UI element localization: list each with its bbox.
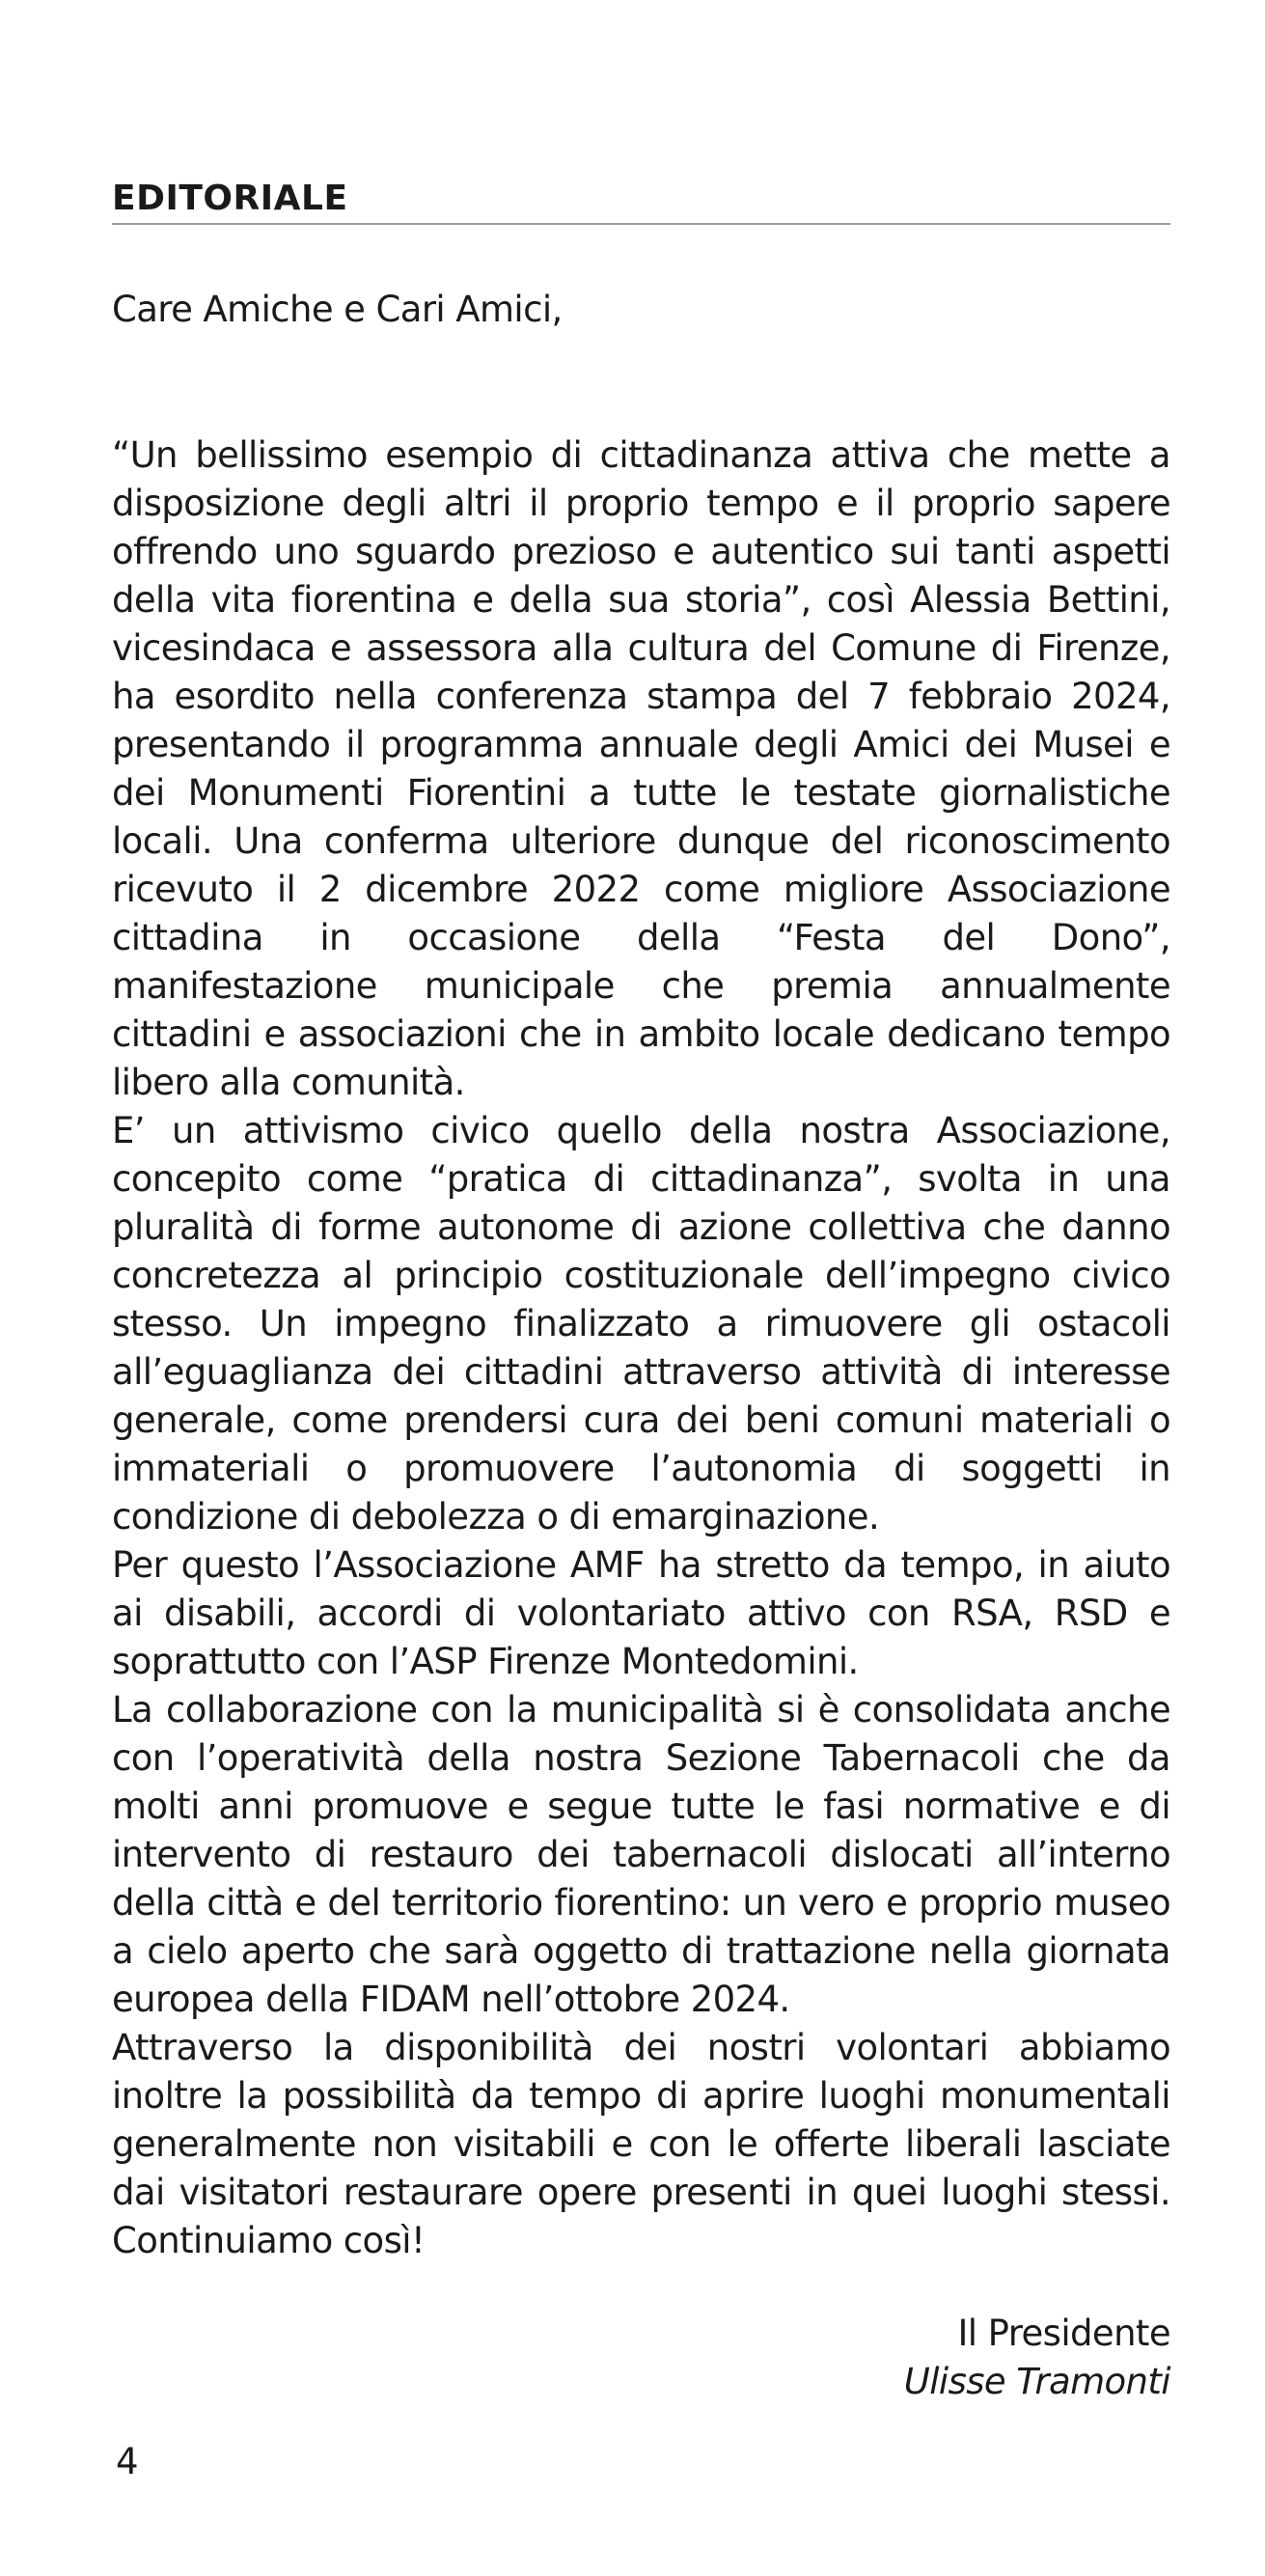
paragraph: La collaborazione con la municipalità si è consolidata anche con l’operatività della nostra Sezione Tabernacoli che da molti anni promuove e segue tutte le fasi normative e di intervento di restauro dei tabernacoli dislocati all’interno della città e del territorio fiorentino: un vero e proprio museo a cielo aperto che sarà oggetto di trattazione nella giornata europea della FIDAM nell’ottobre 2024. xyxy=(112,1689,1170,2020)
salutation: Care Amiche e Cari Amici, xyxy=(112,289,563,330)
signature-name: Ulisse Tramonti xyxy=(903,2361,1170,2402)
section-heading: EDITORIALE xyxy=(112,177,1170,225)
signature-role: Il Presidente xyxy=(957,2313,1170,2354)
paragraph: “Un bellissimo esempio di cittadinanza attiva che mette a disposizione degli altri il proprio tempo e il proprio sapere offrendo uno sguardo prezioso e autentico sui tanti aspetti della vita fiorentina e della sua storia”, così Alessia Bettini, vicesindaca e assessora alla cultura del Comune di Firenze, ha esordito nella conferenza stampa del 7 febbraio 2024, presentando il programma annuale degli Amici dei Musei e dei Monumenti Fiorentini a tutte le testate giornalistiche locali. Una conferma ulteriore dunque del riconoscimento ricevuto il 2 dicembre 2022 come migliore Associazione cittadina in occasione della “Festa del Dono”, manifestazione municipale che premia annualmente cittadini e associazioni che in ambito locale dedicano tempo libero alla comunità. xyxy=(112,434,1170,1103)
paragraph: Attraverso la disponibilità dei nostri volontari abbiamo inoltre la possibilità da tempo di aprire luoghi monumentali generalmente non visitabili e con le offerte liberali lasciate dai visitatori restaurare opere presenti in quei luoghi stessi. Continuiamo così! xyxy=(112,2027,1170,2261)
signature-block xyxy=(591,2310,1170,2406)
paragraph: E’ un attivismo civico quello della nostra Associazione, concepito come “pratica di cittadinanza”, svolta in una pluralità di forme autonome di azione collettiva che danno concretezza al principio costituzionale dell’impegno civico stesso. Un impegno finalizzato a rimuovere gli ostacoli all’eguaglianza dei cittadini attraverso attività di interesse generale, come prendersi cura dei beni comuni materiali o immateriali o promuovere l’autonomia di soggetti in condizione di debolezza o di emarginazione. xyxy=(112,1110,1170,1537)
page-number: 4 xyxy=(116,2441,139,2482)
editorial-body xyxy=(112,431,1170,2265)
paragraph: Per questo l’Associazione AMF ha stretto da tempo, in aiuto ai disabili, accordi di volontariato attivo con RSA, RSD e soprattutto con l’ASP Firenze Montedomini. xyxy=(112,1544,1170,1682)
